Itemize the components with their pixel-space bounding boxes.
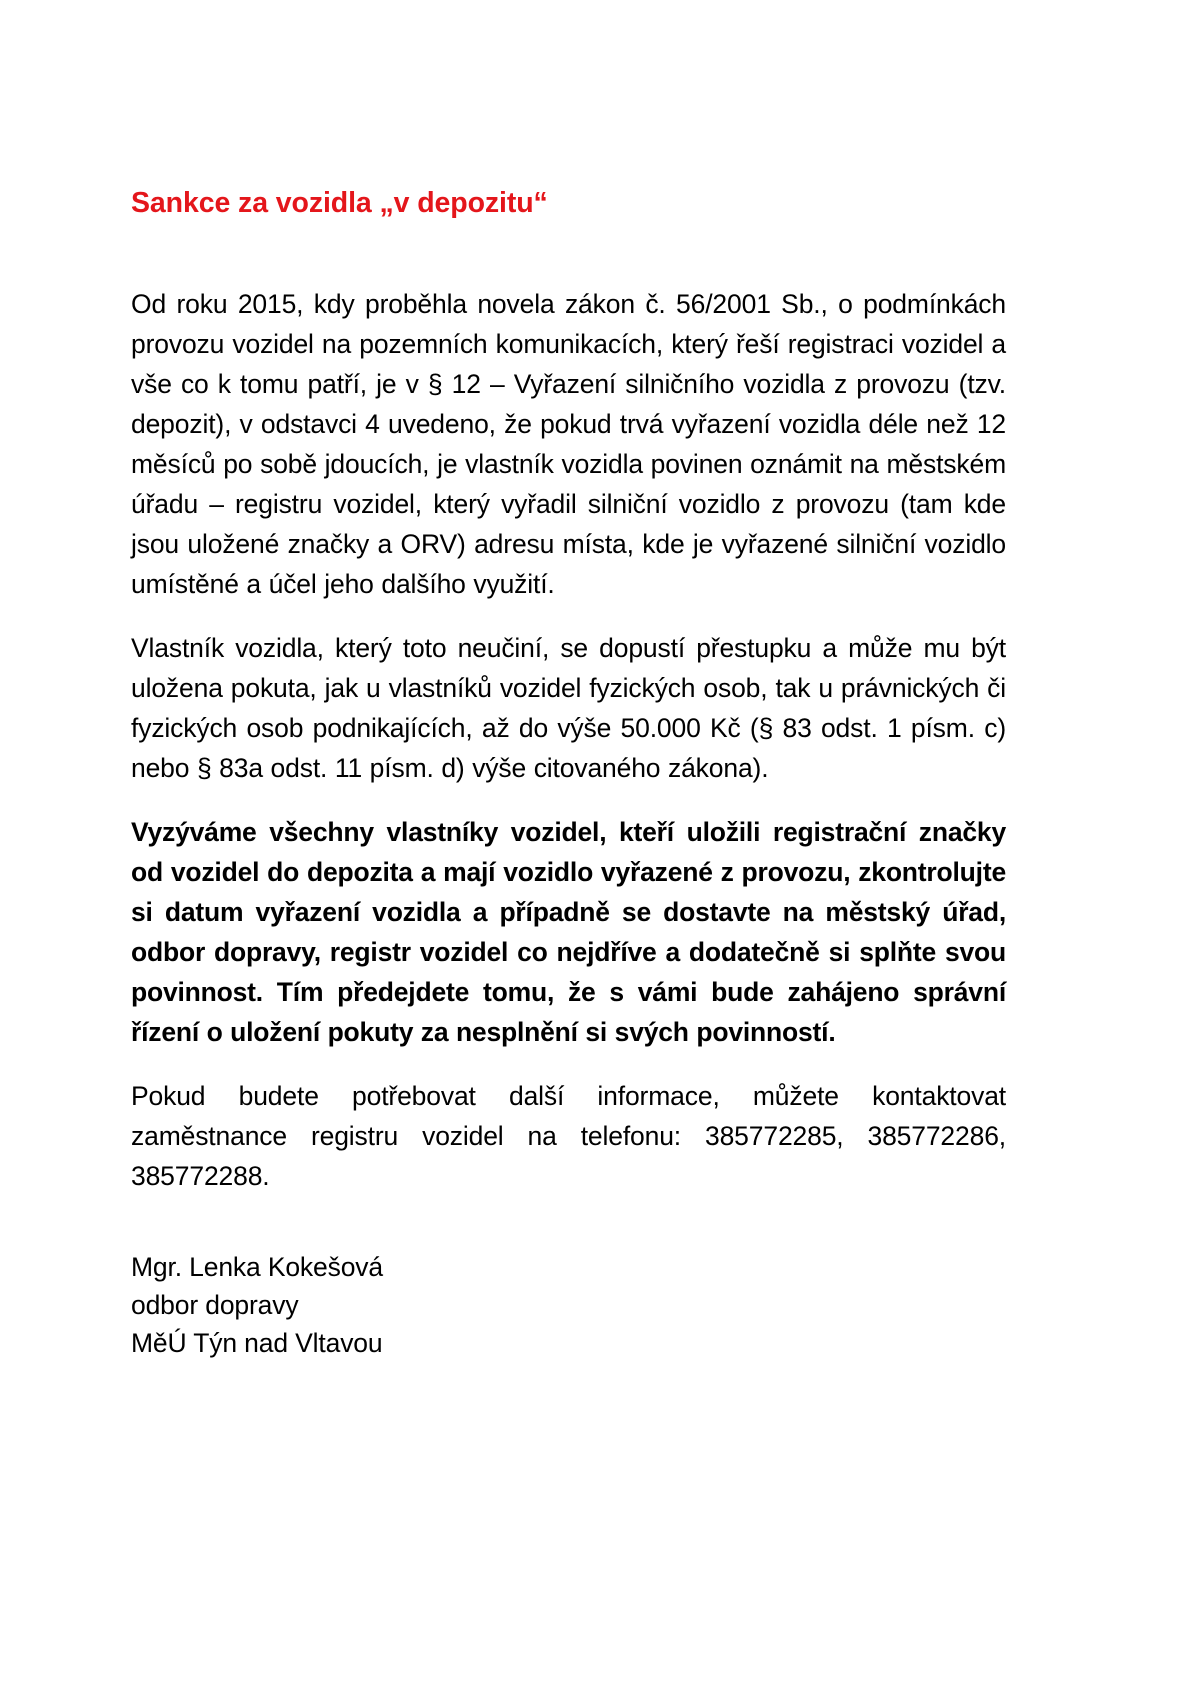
paragraph-call-to-action: Vyzýváme všechny vlastníky vozidel, kteří uložili registrační značky od vozidel do depozita a mají vozidlo vyřazené z provozu, zkontrolujte si datum vyřazení vozidla a případně se dostavte na městský úřad, odbor dopravy, registr vozidel co nejdříve a dodatečně si splňte svou povinnost. Tím předejdete tomu, že s vámi bude zahájeno správní řízení o uložení pokuty za nesplnění si svých povinností. [131,816,1006,1047]
signature-name: Mgr. Lenka Kokešová [131,1251,383,1282]
signature-department: odbor dopravy [131,1289,299,1320]
paragraph-penalty: Vlastník vozidla, který toto neučiní, se dopustí přestupku a může mu být uložena pokuta, jak u vlastníků vozidel fyzických osob, tak u právnických či fyzických osob podnikajících, až do výše 50.000 Kč (§ 83 odst. 1 písm. c) nebo § 83a odst. 11 písm. d) výše citovaného zákona). [131,632,1006,783]
page-title: Sankce za vozidla „v depozitu“ [131,187,548,219]
signature-block [131,1248,1006,1362]
signature-office: MěÚ Týn nad Vltavou [131,1327,383,1358]
paragraph-contact: Pokud budete potřebovat další informace, můžete kontaktovat zaměstnance registru vozidel na telefonu: 385772285, 385772286, 385772288. [131,1080,1006,1191]
paragraph-intro: Od roku 2015, kdy proběhla novela zákon č. 56/2001 Sb., o podmínkách provozu vozidel na pozemních komunikacích, který řeší registraci vozidel a vše co k tomu patří, je v § 12 – Vyřazení silničního vozidla z provozu (tzv. depozit), v odstavci 4 uvedeno, že pokud trvá vyřazení vozidla déle než 12 měsíců po sobě jdoucích, je vlastník vozidla povinen oznámit na městském úřadu – registru vozidel, který vyřadil silniční vozidlo z provozu (tam kde jsou uložené značky a ORV) adresu místa, kde je vyřazené silniční vozidlo umístěné a účel jeho dalšího využití. [131,288,1006,599]
